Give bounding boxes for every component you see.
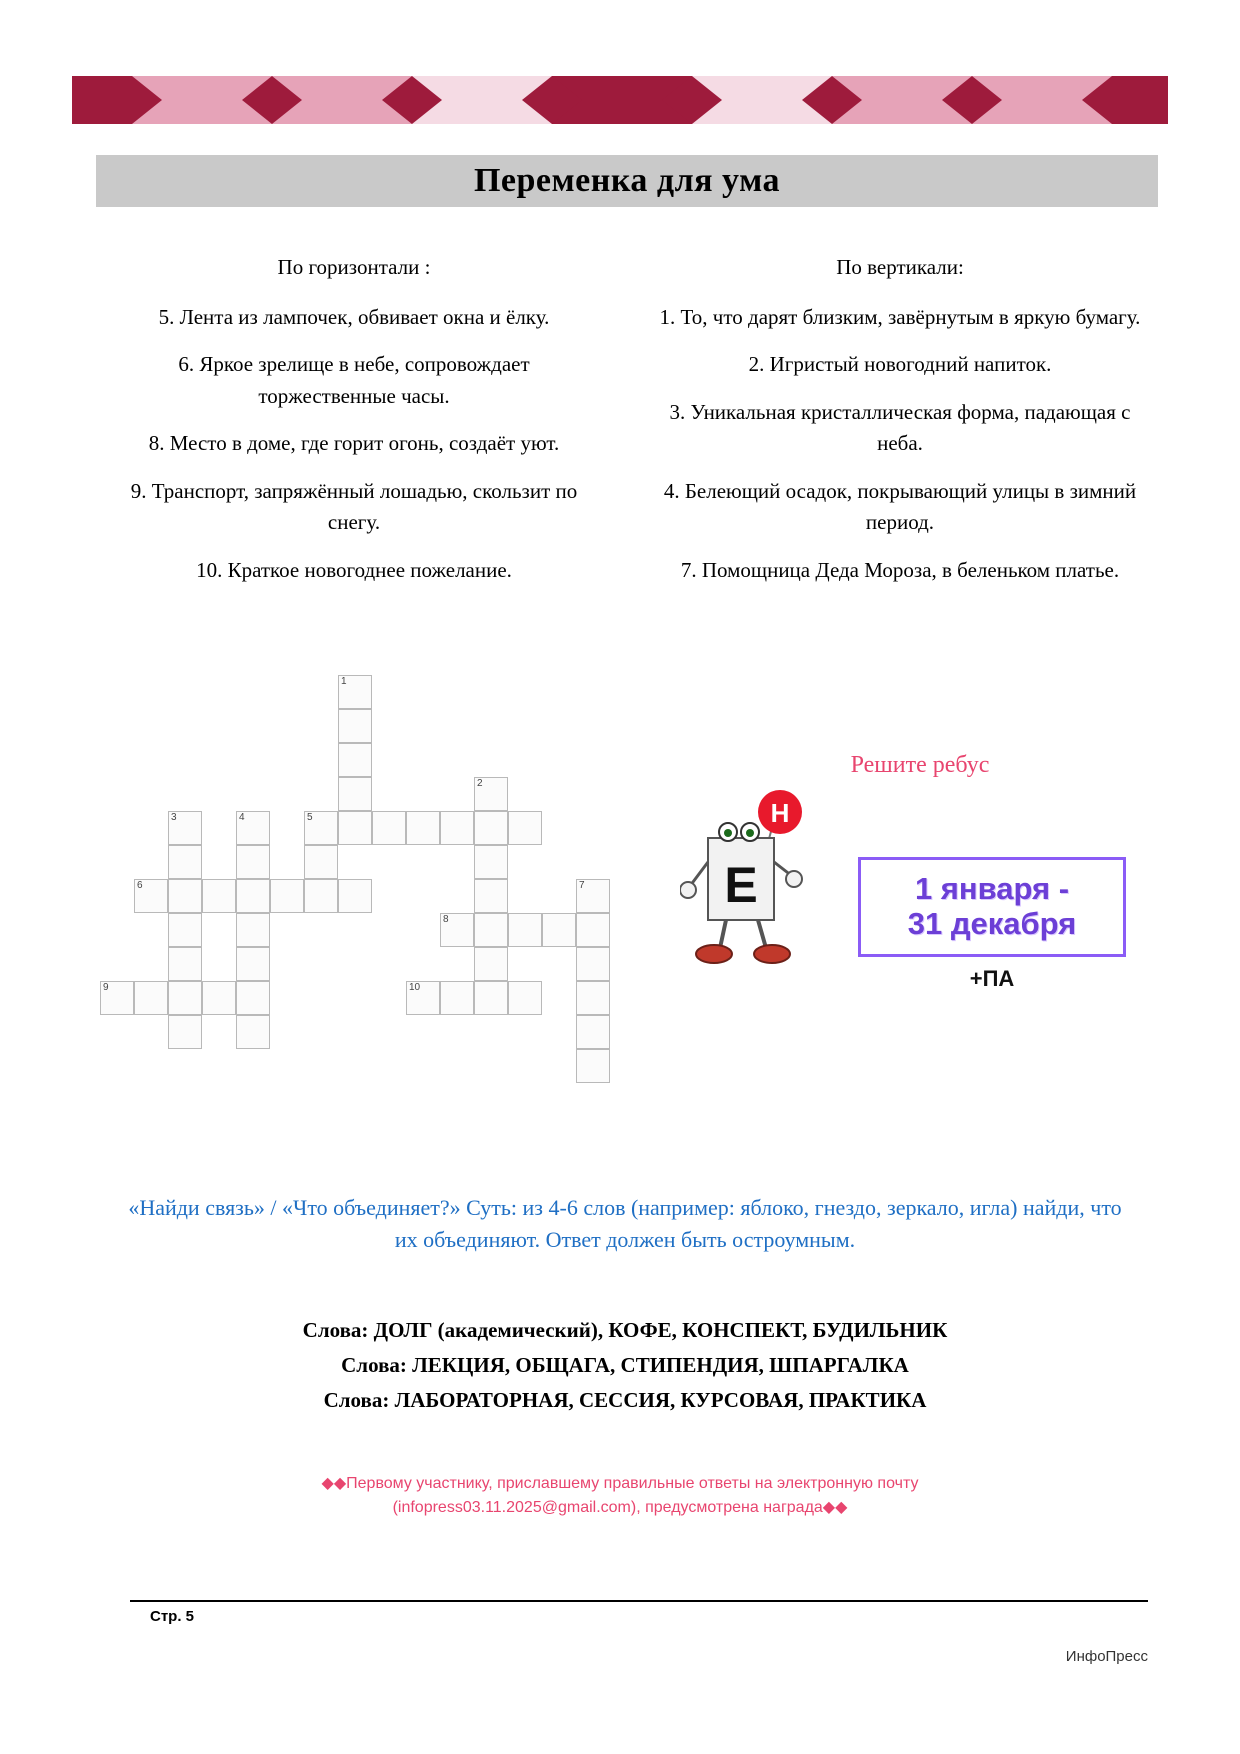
footer-divider (130, 1600, 1148, 1602)
task-description: «Найди связь» / «Что объединяет?» Суть: из 4-6 слов (например: яблоко, гнездо, зеркало, игла) найди, что их объединяют. Ответ должен быть остроумным. (128, 1195, 1122, 1252)
clue-down-3: 3. Уникальная кристаллическая форма, падающая с неба. (669, 399, 1131, 455)
word-set-1: Слова: ДОЛГ (академический), КОФЕ, КОНСПЕКТ, БУДИЛЬНИК (302, 1318, 948, 1342)
page-title-bar (96, 155, 1158, 207)
crossword-cell[interactable] (202, 879, 236, 913)
crossword-cell[interactable] (474, 845, 508, 879)
crossword-cell-number: 9 (103, 982, 109, 993)
crossword-cell[interactable] (576, 981, 610, 1015)
clue-across-8: 8. Место в доме, где горит огонь, создаёт уют. (148, 431, 560, 455)
crossword-cell-number: 2 (477, 778, 483, 789)
svg-text:Е: Е (724, 857, 758, 913)
clues-down-column (642, 252, 1158, 602)
crossword-cell[interactable] (406, 811, 440, 845)
crossword-cell-number: 1 (341, 676, 347, 687)
crossword-cell[interactable] (236, 879, 270, 913)
crossword-cell[interactable] (474, 913, 508, 947)
crossword-cell[interactable] (508, 811, 542, 845)
crossword-cell[interactable] (576, 879, 610, 913)
crossword-cell-number: 7 (579, 880, 585, 891)
crossword-cell[interactable] (338, 709, 372, 743)
crossword-cell[interactable] (236, 947, 270, 981)
crossword-cell-number: 3 (171, 812, 177, 823)
crossword-cell[interactable] (576, 947, 610, 981)
crossword-cell[interactable] (304, 845, 338, 879)
crossword-cell[interactable] (474, 777, 508, 811)
crossword-cell[interactable] (236, 913, 270, 947)
crossword-cell[interactable] (100, 981, 134, 1015)
crossword-cell[interactable] (338, 675, 372, 709)
clue-down-2: 2. Игристый новогодний напиток. (748, 352, 1052, 376)
crossword-cell[interactable] (134, 879, 168, 913)
crossword-cell[interactable] (236, 845, 270, 879)
crossword-cell[interactable] (236, 811, 270, 845)
crossword-cell[interactable] (474, 879, 508, 913)
clue-across-5: 5. Лента из лампочек, обвивает окна и ёлку. (158, 304, 550, 329)
word-set-3: Слова: ЛАБОРАТОРНАЯ, СЕССИЯ, КУРСОВАЯ, ПРАКТИКА (323, 1388, 927, 1412)
rebus-suffix: +ПА (969, 966, 1015, 991)
clues-across-column (96, 252, 612, 602)
crossword-cell[interactable] (236, 981, 270, 1015)
crossword-cell[interactable] (474, 981, 508, 1015)
brand-label: ИнфоПресс (1065, 1648, 1148, 1665)
rebus-line-1: 1 января - (914, 871, 1070, 907)
crossword-cell[interactable] (542, 913, 576, 947)
crossword-cell[interactable] (168, 845, 202, 879)
crossword-cell[interactable] (338, 811, 372, 845)
banner-graphic (72, 76, 1168, 124)
svg-text:Н: Н (770, 798, 790, 828)
crossword-cell[interactable] (270, 879, 304, 913)
crossword-cell-number: 6 (137, 880, 143, 891)
crossword-cell[interactable] (168, 981, 202, 1015)
crossword-cell[interactable] (168, 1015, 202, 1049)
crossword-cell-number: 8 (443, 914, 449, 925)
crossword-cell[interactable] (338, 777, 372, 811)
clues-down-heading: По вертикали: (836, 255, 964, 279)
crossword-cell[interactable] (168, 913, 202, 947)
word-sets (120, 1318, 1130, 1423)
clues-section (96, 252, 1158, 602)
crossword-cell[interactable] (576, 913, 610, 947)
clue-down-4: 4. Белеющий осадок, покрывающий улицы в зимний период. (663, 478, 1137, 534)
crossword-cell[interactable] (304, 811, 338, 845)
clue-down-1: 1. То, что дарят близким, завёрнутым в яркую бумагу. (659, 304, 1141, 329)
rebus-title: Решите ребус (850, 752, 990, 778)
crossword-cell[interactable] (474, 811, 508, 845)
award-note-line-1: ◆◆Первому участнику, приславшему правильные ответы на электронную почту (321, 1475, 919, 1492)
crossword-cell[interactable] (168, 879, 202, 913)
crossword-cell-number: 4 (239, 812, 245, 823)
crossword-cell[interactable] (168, 811, 202, 845)
crossword-cell[interactable] (508, 981, 542, 1015)
rebus-date-box (858, 857, 1126, 957)
crossword-cell-number: 10 (409, 982, 421, 993)
page-title: Переменка для ума (473, 162, 781, 199)
award-note (170, 1472, 1070, 1520)
crossword-cell[interactable] (474, 947, 508, 981)
crossword-grid[interactable] (100, 675, 660, 1155)
decorative-banner (72, 76, 1168, 124)
clue-across-6: 6. Яркое зрелище в небе, сопровождает торжественные часы. (178, 352, 530, 408)
crossword-cell[interactable] (508, 913, 542, 947)
clue-down-7: 7. Помощница Деда Мороза, в беленьком платье. (680, 557, 1120, 582)
crossword-cell[interactable] (236, 1015, 270, 1049)
award-note-line-2: (infopress03.11.2025@gmail.com), предусмотрена награда◆◆ (392, 1499, 848, 1516)
rebus-character-figure (680, 790, 840, 980)
crossword-cell[interactable] (576, 1049, 610, 1083)
crossword-cell[interactable] (372, 811, 406, 845)
crossword-cell[interactable] (406, 981, 440, 1015)
crossword-cell[interactable] (304, 879, 338, 913)
crossword-cell-number: 5 (307, 812, 313, 823)
clues-across-heading: По горизонтали : (277, 255, 431, 279)
page-number: Стр. 5 (150, 1608, 195, 1625)
clue-across-9: 9. Транспорт, запряжённый лошадью, скользит по снегу. (130, 478, 578, 534)
crossword-cell[interactable] (338, 879, 372, 913)
crossword-cell[interactable] (202, 981, 236, 1015)
rebus-line-2: 31 декабря (907, 906, 1077, 941)
crossword-cell[interactable] (338, 743, 372, 777)
word-set-2: Слова: ЛЕКЦИЯ, ОБЩАГА, СТИПЕНДИЯ, ШПАРГАЛКА (341, 1353, 909, 1377)
crossword-cell[interactable] (440, 981, 474, 1015)
crossword-cell[interactable] (440, 811, 474, 845)
crossword-cell[interactable] (168, 947, 202, 981)
clue-across-10: 10. Краткое новогоднее пожелание. (196, 557, 512, 582)
crossword-cell[interactable] (576, 1015, 610, 1049)
crossword-cell[interactable] (440, 913, 474, 947)
crossword-cell[interactable] (134, 981, 168, 1015)
